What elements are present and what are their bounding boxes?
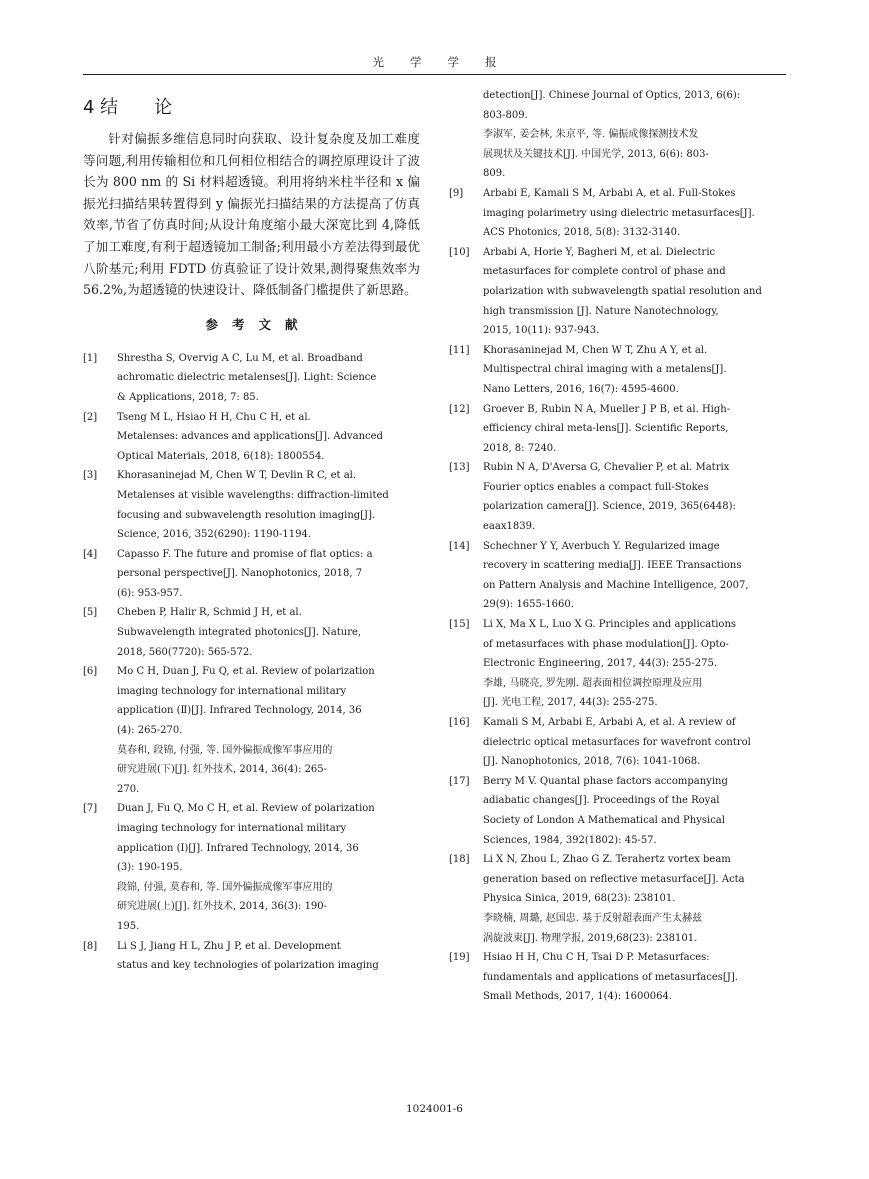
reference-number: [15] <box>449 619 470 631</box>
reference-line: 803-809. <box>483 109 528 121</box>
reference-line: achromatic dielectric metalenses[J]. Light: Science <box>117 372 377 384</box>
reference-line: status and key technologies of polarization imaging <box>117 960 379 972</box>
reference-line: (6): 953-957. <box>117 587 183 599</box>
reference-number: [6] <box>83 666 98 678</box>
reference-line: imaging technology for international military <box>117 823 347 834</box>
reference-line: Fourier optics enables a compact full-Stokes <box>483 481 709 493</box>
reference-number: [12] <box>449 403 470 415</box>
reference-line: 809. <box>483 168 506 180</box>
reference-line: Tseng M L, Hsiao H H, Chu C H, et al. <box>117 411 311 423</box>
reference-line: of metasurfaces with phase modulation[J]. Opto- <box>483 638 729 650</box>
reference-text <box>483 341 786 400</box>
reference-number <box>449 86 483 184</box>
reference-line: Capasso F. The future and promise of flat optics: a <box>117 548 373 560</box>
reference-line: detection[J]. Chinese Journal of Optics, 2013, 6(6): <box>483 90 741 101</box>
reference-line: Shrestha S, Overvig A C, Lu M, et al. Broadband <box>117 352 363 364</box>
reference-line: 李淑军, 姜会林, 朱京平, 等. 偏振成像探测技术发 <box>483 129 699 141</box>
reference-line: application (Ⅰ)[J]. Infrared Technology, 2014, 36 <box>117 842 359 854</box>
reference-item <box>449 86 786 184</box>
reference-line: Physica Sinica, 2019, 68(23): 238101. <box>483 893 676 905</box>
reference-line: 展现状及关键技术[J]. 中国光学, 2013, 6(6): 803- <box>483 148 709 160</box>
reference-number: [16] <box>449 717 470 728</box>
references-heading: 参考文献 <box>205 316 312 332</box>
reference-line: Duan J, Fu Q, Mo C H, et al. Review of polarization <box>117 803 375 815</box>
reference-text <box>483 184 786 243</box>
reference-number: [11] <box>449 344 470 356</box>
reference-line: eaax1839. <box>483 521 536 533</box>
reference-text <box>117 799 420 936</box>
reference-item <box>83 545 420 604</box>
reference-line: polarization camera[J]. Science, 2019, 365(6448): <box>483 501 736 513</box>
reference-line: Metalenses: advances and applications[J]. Advanced <box>117 431 383 443</box>
reference-line: application (Ⅱ)[J]. Infrared Technology, 2014, 36 <box>117 705 362 717</box>
reference-number: [2] <box>83 411 98 423</box>
reference-line: Small Methods, 2017, 1(4): 1600064. <box>483 991 672 1003</box>
reference-line: Schechner Y Y, Averbuch Y. Regularized image <box>483 540 720 552</box>
reference-line: dielectric optical metasurfaces for wavefront control <box>483 736 751 748</box>
reference-line: Groever B, Rubin N A, Mueller J P B, et al. High- <box>483 403 731 415</box>
reference-line: 涡旋波束[J]. 物理学报, 2019,68(23): 238101. <box>483 932 698 944</box>
reference-text <box>483 948 786 1007</box>
reference-line: 李雄, 马晓亮, 罗先刚. 超表面相位调控原理及应用 <box>483 677 703 689</box>
reference-line: ACS Photonics, 2018, 5(8): 3132-3140. <box>483 227 681 239</box>
reference-line: Sciences, 1984, 392(1802): 45-57. <box>483 834 657 846</box>
reference-text <box>483 713 786 772</box>
reference-line: high transmission [J]. Nature Nanotechnology, <box>483 305 719 317</box>
left-column <box>83 88 420 976</box>
reference-text <box>117 937 420 976</box>
reference-line: imaging polarimetry using dielectric metasurfaces[J]. <box>483 207 755 219</box>
reference-number: [8] <box>83 940 98 952</box>
reference-item <box>449 713 786 772</box>
reference-item <box>83 408 420 467</box>
reference-line: imaging technology for international military <box>117 685 347 697</box>
reference-line: 研究进展(上)[J]. 红外技术, 2014, 36(3): 190- <box>117 901 328 913</box>
reference-line: recovery in scattering media[J]. IEEE Transactions <box>483 560 742 572</box>
reference-line: efficiency chiral meta-lens[J]. Scientific Reports, <box>483 423 729 435</box>
reference-line: Science, 2016, 352(6290): 1190-1194. <box>117 529 312 541</box>
reference-number: [3] <box>83 470 98 482</box>
reference-line: Berry M V. Quantal phase factors accompanying <box>483 775 728 787</box>
reference-number: [5] <box>83 607 98 619</box>
reference-line: 莫春和, 段锦, 付强, 等. 国外偏振成像军事应用的 <box>117 744 333 756</box>
reference-text <box>117 603 420 662</box>
reference-line: generation based on reflective metasurface[J]. Acta <box>483 873 745 885</box>
reference-line: [J]. Nanophotonics, 2018, 7(6): 1041-1068. <box>483 756 701 768</box>
reference-list-right <box>449 86 786 1007</box>
reference-text <box>483 615 786 713</box>
reference-text <box>483 850 786 948</box>
reference-number: [14] <box>449 540 470 552</box>
reference-item <box>449 458 786 536</box>
page-number: 1024001-6 <box>406 1103 463 1115</box>
reference-line: Arbabi E, Kamali S M, Arbabi A, et al. Full-Stokes <box>483 187 736 199</box>
reference-text <box>117 545 420 604</box>
reference-number: [1] <box>83 352 98 364</box>
reference-line: Li S J, Jiang H L, Zhu J P, et al. Development <box>117 940 341 952</box>
reference-item <box>83 662 420 799</box>
reference-line: Subwavelength integrated photonics[J]. Nature, <box>117 627 362 639</box>
header-rule <box>83 74 786 75</box>
reference-text <box>483 772 786 850</box>
reference-item <box>449 341 786 400</box>
reference-line: 段锦, 付强, 莫春和, 等. 国外偏振成像军事应用的 <box>117 881 333 893</box>
reference-line: adiabatic changes[J]. Proceedings of the Royal <box>483 795 720 807</box>
reference-line: (4): 265-270. <box>117 725 183 737</box>
reference-line: fundamentals and applications of metasurfaces[J]. <box>483 971 738 983</box>
reference-item <box>449 772 786 850</box>
running-head-journal-title: 光学学报 <box>372 55 523 69</box>
reference-text <box>117 662 420 799</box>
reference-number: [19] <box>449 952 470 964</box>
reference-number: [17] <box>449 775 470 787</box>
reference-line: Nano Letters, 2016, 16(7): 4595-4600. <box>483 383 679 395</box>
reference-line: Society of London A Mathematical and Physical <box>483 814 725 826</box>
reference-number: [13] <box>449 462 470 474</box>
reference-text <box>117 466 420 544</box>
reference-list-left <box>83 349 420 976</box>
reference-item <box>83 349 420 408</box>
reference-item <box>83 466 420 544</box>
reference-text <box>483 400 786 459</box>
reference-item <box>449 184 786 243</box>
reference-line: focusing and subwavelength resolution imaging[J]. <box>117 509 376 521</box>
reference-text <box>483 86 786 184</box>
section-title: 4 结 论 <box>83 97 173 118</box>
reference-number: [7] <box>83 803 98 815</box>
reference-item <box>449 615 786 713</box>
reference-line: Optical Materials, 2018, 6(18): 1800554. <box>117 450 325 462</box>
reference-line: Hsiao H H, Chu C H, Tsai D P. Metasurfaces: <box>483 952 710 964</box>
reference-text <box>117 349 420 408</box>
reference-number: [10] <box>449 246 470 258</box>
reference-item <box>83 937 420 976</box>
reference-text <box>483 243 786 341</box>
reference-text <box>483 537 786 615</box>
conclusion-paragraph: 针对偏振多维信息同时向获取、设计复杂度及加工难度等问题,利用传输相位和几何相位相结合的调控原理设计了波长为 800 nm 的 Si 材料超透镜。利用将纳米柱半径和 x 偏振光扫描结果转置得到 y 偏振光扫描结果的方法提高了仿真效率,节省了仿真时间;从设计角度缩小最大深宽比到 4,降低了加工难度,有利于超透镜加工制备;利用最小方差法得到最优八阶基元;利用 FDTD 仿真验证了设计效果,测得聚焦效率为 56.2%,为超透镜的快速设计、降低制备门槛提供了新思路。 <box>83 131 420 298</box>
reference-line: 研究进展(下)[J]. 红外技术, 2014, 36(4): 265- <box>117 764 328 776</box>
reference-item <box>449 243 786 341</box>
reference-line: Mo C H, Duan J, Fu Q, et al. Review of polarization <box>117 666 375 678</box>
reference-text <box>483 458 786 536</box>
reference-line: 270. <box>117 783 140 795</box>
reference-number: [18] <box>449 854 470 866</box>
reference-line: (3): 190-195. <box>117 862 183 874</box>
reference-line: personal perspective[J]. Nanophotonics, 2018, 7 <box>117 568 363 580</box>
reference-item <box>83 603 420 662</box>
reference-line: [J]. 光电工程, 2017, 44(3): 255-275. <box>483 697 658 709</box>
right-column <box>449 86 786 1007</box>
reference-line: Electronic Engineering, 2017, 44(3): 255-275. <box>483 658 718 670</box>
reference-line: Li X, Ma X L, Luo X G. Principles and applications <box>483 619 737 631</box>
reference-line: 李晓楠, 周璐, 赵国忠. 基于反射超表面产生太赫兹 <box>483 912 703 924</box>
reference-line: Kamali S M, Arbabi E, Arbabi A, et al. A review of <box>483 717 736 728</box>
reference-text <box>117 408 420 467</box>
reference-line: & Applications, 2018, 7: 85. <box>117 391 259 403</box>
reference-line: 2015, 10(11): 937-943. <box>483 325 600 337</box>
reference-item <box>449 537 786 615</box>
reference-line: Li X N, Zhou L, Zhao G Z. Terahertz vortex beam <box>483 854 731 866</box>
reference-item <box>449 948 786 1007</box>
reference-line: metasurfaces for complete control of phase and <box>483 266 726 278</box>
reference-item <box>449 850 786 948</box>
reference-line: Khorasaninejad M, Chen W T, Zhu A Y, et al. <box>483 344 708 356</box>
reference-line: Arbabi A, Horie Y, Bagheri M, et al. Dielectric <box>483 246 716 258</box>
reference-line: Rubin N A, D'Aversa G, Chevalier P, et al. Matrix <box>483 462 730 474</box>
reference-line: Khorasaninejad M, Chen W T, Devlin R C, et al. <box>117 470 357 482</box>
reference-line: Metalenses at visible wavelengths: diffraction-limited <box>117 489 389 501</box>
reference-number: [4] <box>83 548 98 560</box>
reference-line: 195. <box>117 920 140 932</box>
reference-line: 2018, 560(7720): 565-572. <box>117 646 253 658</box>
reference-line: polarization with subwavelength spatial resolution and <box>483 285 762 297</box>
reference-line: Cheben P, Halir R, Schmid J H, et al. <box>117 607 302 619</box>
reference-line: 29(9): 1655-1660. <box>483 599 574 611</box>
reference-item <box>449 400 786 459</box>
reference-line: 2018, 8: 7240. <box>483 442 557 454</box>
reference-line: Multispectral chiral imaging with a metalens[J]. <box>483 364 727 376</box>
reference-line: on Pattern Analysis and Machine Intelligence, 2007, <box>483 579 749 591</box>
reference-number: [9] <box>449 187 464 199</box>
reference-item <box>83 799 420 936</box>
